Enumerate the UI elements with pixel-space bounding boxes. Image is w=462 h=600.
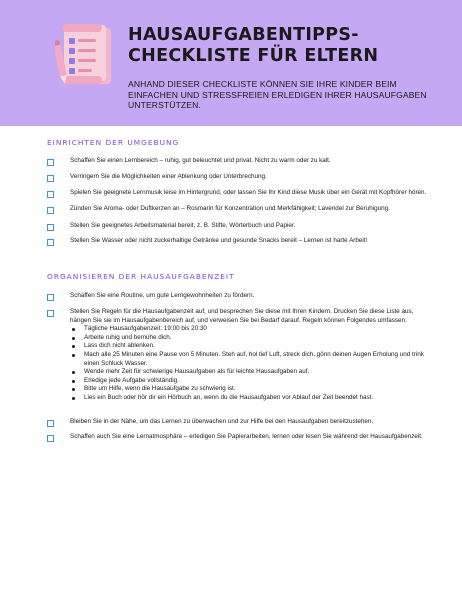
checklist-item [47, 222, 427, 231]
checklist-item [47, 205, 427, 214]
rule-item: Tägliche Hausaufgabenzeit: 19:00 bis 20:30 [70, 325, 427, 334]
checklist-item [47, 237, 427, 246]
rules-list [70, 325, 427, 402]
checklist-item [47, 189, 427, 198]
checkbox[interactable] [47, 207, 54, 214]
checkbox[interactable] [47, 435, 54, 442]
rule-item: Wende mehr Zeit für schwierige Hausaufgaben als für leichte Hausaufgaben auf. [70, 368, 427, 377]
rule-item: Arbeite ruhig und bemühe dich. [70, 334, 427, 343]
checkbox[interactable] [47, 239, 54, 246]
page-subtitle: ANHAND DIESER CHECKLISTE KÖNNEN SIE IHRE KINDER BEIM EINFACHEN UND STRESSFREIEN ERLEDIGEN IHRER HAUSAUFGABEN UNTERSTÜTZEN. [128, 79, 427, 111]
checklist-item [47, 157, 427, 166]
rule-item: Erledige jede Aufgabe vollständig. [70, 377, 427, 386]
header-banner [0, 0, 462, 126]
checklist-item-text: Schaffen auch Sie eine Lernatmosphäre – erledigen Sie Papierarbeiten, lernen oder lesen Sie während der Hausaufgabenzeit. [70, 433, 423, 440]
checkbox[interactable] [47, 294, 54, 301]
rule-item: Lass dich nicht ablenken. [70, 342, 427, 351]
checklist-item-text: Schaffen Sie eine Routine, um gute Lerngewohnheiten zu fördern. [70, 292, 255, 299]
checklist-item [47, 292, 427, 301]
checklist-item [47, 418, 427, 427]
checkbox[interactable] [47, 420, 54, 427]
checklist-item-text: Stellen Sie Regeln für die Hausaufgabenzeit auf, und besprechen Sie diese mit Ihren Kindern. Drucken Sie diese Liste aus, hängen Sie sie im Hausaufgabenbereich auf, und verweisen Sie bei Bedarf darauf. Regeln können Folgendes umfassen: [70, 308, 414, 324]
checklist-item-text: Schaffen Sie einen Lernbereich – ruhig, gut beleuchtet und privat. Nicht zu warm oder zu kalt. [70, 157, 331, 164]
rule-item: Lies ein Buch oder hör dir ein Hörbuch an, wenn du die Hausaufgaben vor Ablauf der Zeit beendet hast. [70, 394, 427, 403]
checkbox[interactable] [47, 310, 54, 317]
title-line-2: CHECKLISTE FÜR ELTERN [128, 46, 379, 66]
checklist-item [47, 433, 427, 442]
checklist-item-text: Stellen Sie geeignetes Arbeitsmaterial bereit, z. B. Stifte, Wörterbuch und Papier. [70, 222, 296, 229]
checklist-scroll-illustration [55, 22, 117, 88]
checkbox[interactable] [47, 224, 54, 231]
checklist-item-text: Spielen Sie geeignete Lernmusik leise im Hintergrund, oder lassen Sie Ihr Kind diese Musik über ein Gerät mit Kopfhörer hören. [70, 189, 427, 196]
page-title [128, 25, 448, 67]
checkbox[interactable] [47, 175, 54, 182]
checklist-item [47, 173, 427, 182]
checklist-item-text: Stellen Sie Wasser oder nicht zuckerhaltige Getränke und gesunde Snacks bereit – Lernen ist harte Arbeit! [70, 237, 368, 244]
checkbox[interactable] [47, 191, 54, 198]
rule-item: Bitte um Hilfe, wenn die Hausaufgabe zu schwierig ist. [70, 385, 427, 394]
checklist-item [47, 308, 427, 403]
checklist-item-text: Verringern Sie die Möglichkeiten einer Ablenkung oder Unterbrechung. [70, 173, 267, 180]
rule-item: Mach alle 25 Minuten eine Pause von 5 Minuten. Steh auf, hol tief Luft, streck dich, gönn deinen Augen Erholung und trink einen Schluck Wasser. [70, 351, 427, 368]
checklist-item-text: Zünden Sie Aroma- oder Duftkerzen an – Rosmarin für Konzentration und Merkfähigkeit; Lavendel zur Beruhigung. [70, 205, 390, 212]
title-line-1: HAUSAUFGABENTIPPS- [128, 25, 359, 45]
section-title-homework-time: ORGANISIEREN DER HAUSAUFGABENZEIT [47, 272, 235, 281]
checklist-item-text: Bleiben Sie in der Nähe, um das Lernen zu überwachen und zur Hilfe bei den Hausaufgaben bereitzustehen. [70, 418, 374, 425]
section-title-environment: EINRICHTEN DER UMGEBUNG [47, 138, 180, 147]
checkbox[interactable] [47, 159, 54, 166]
